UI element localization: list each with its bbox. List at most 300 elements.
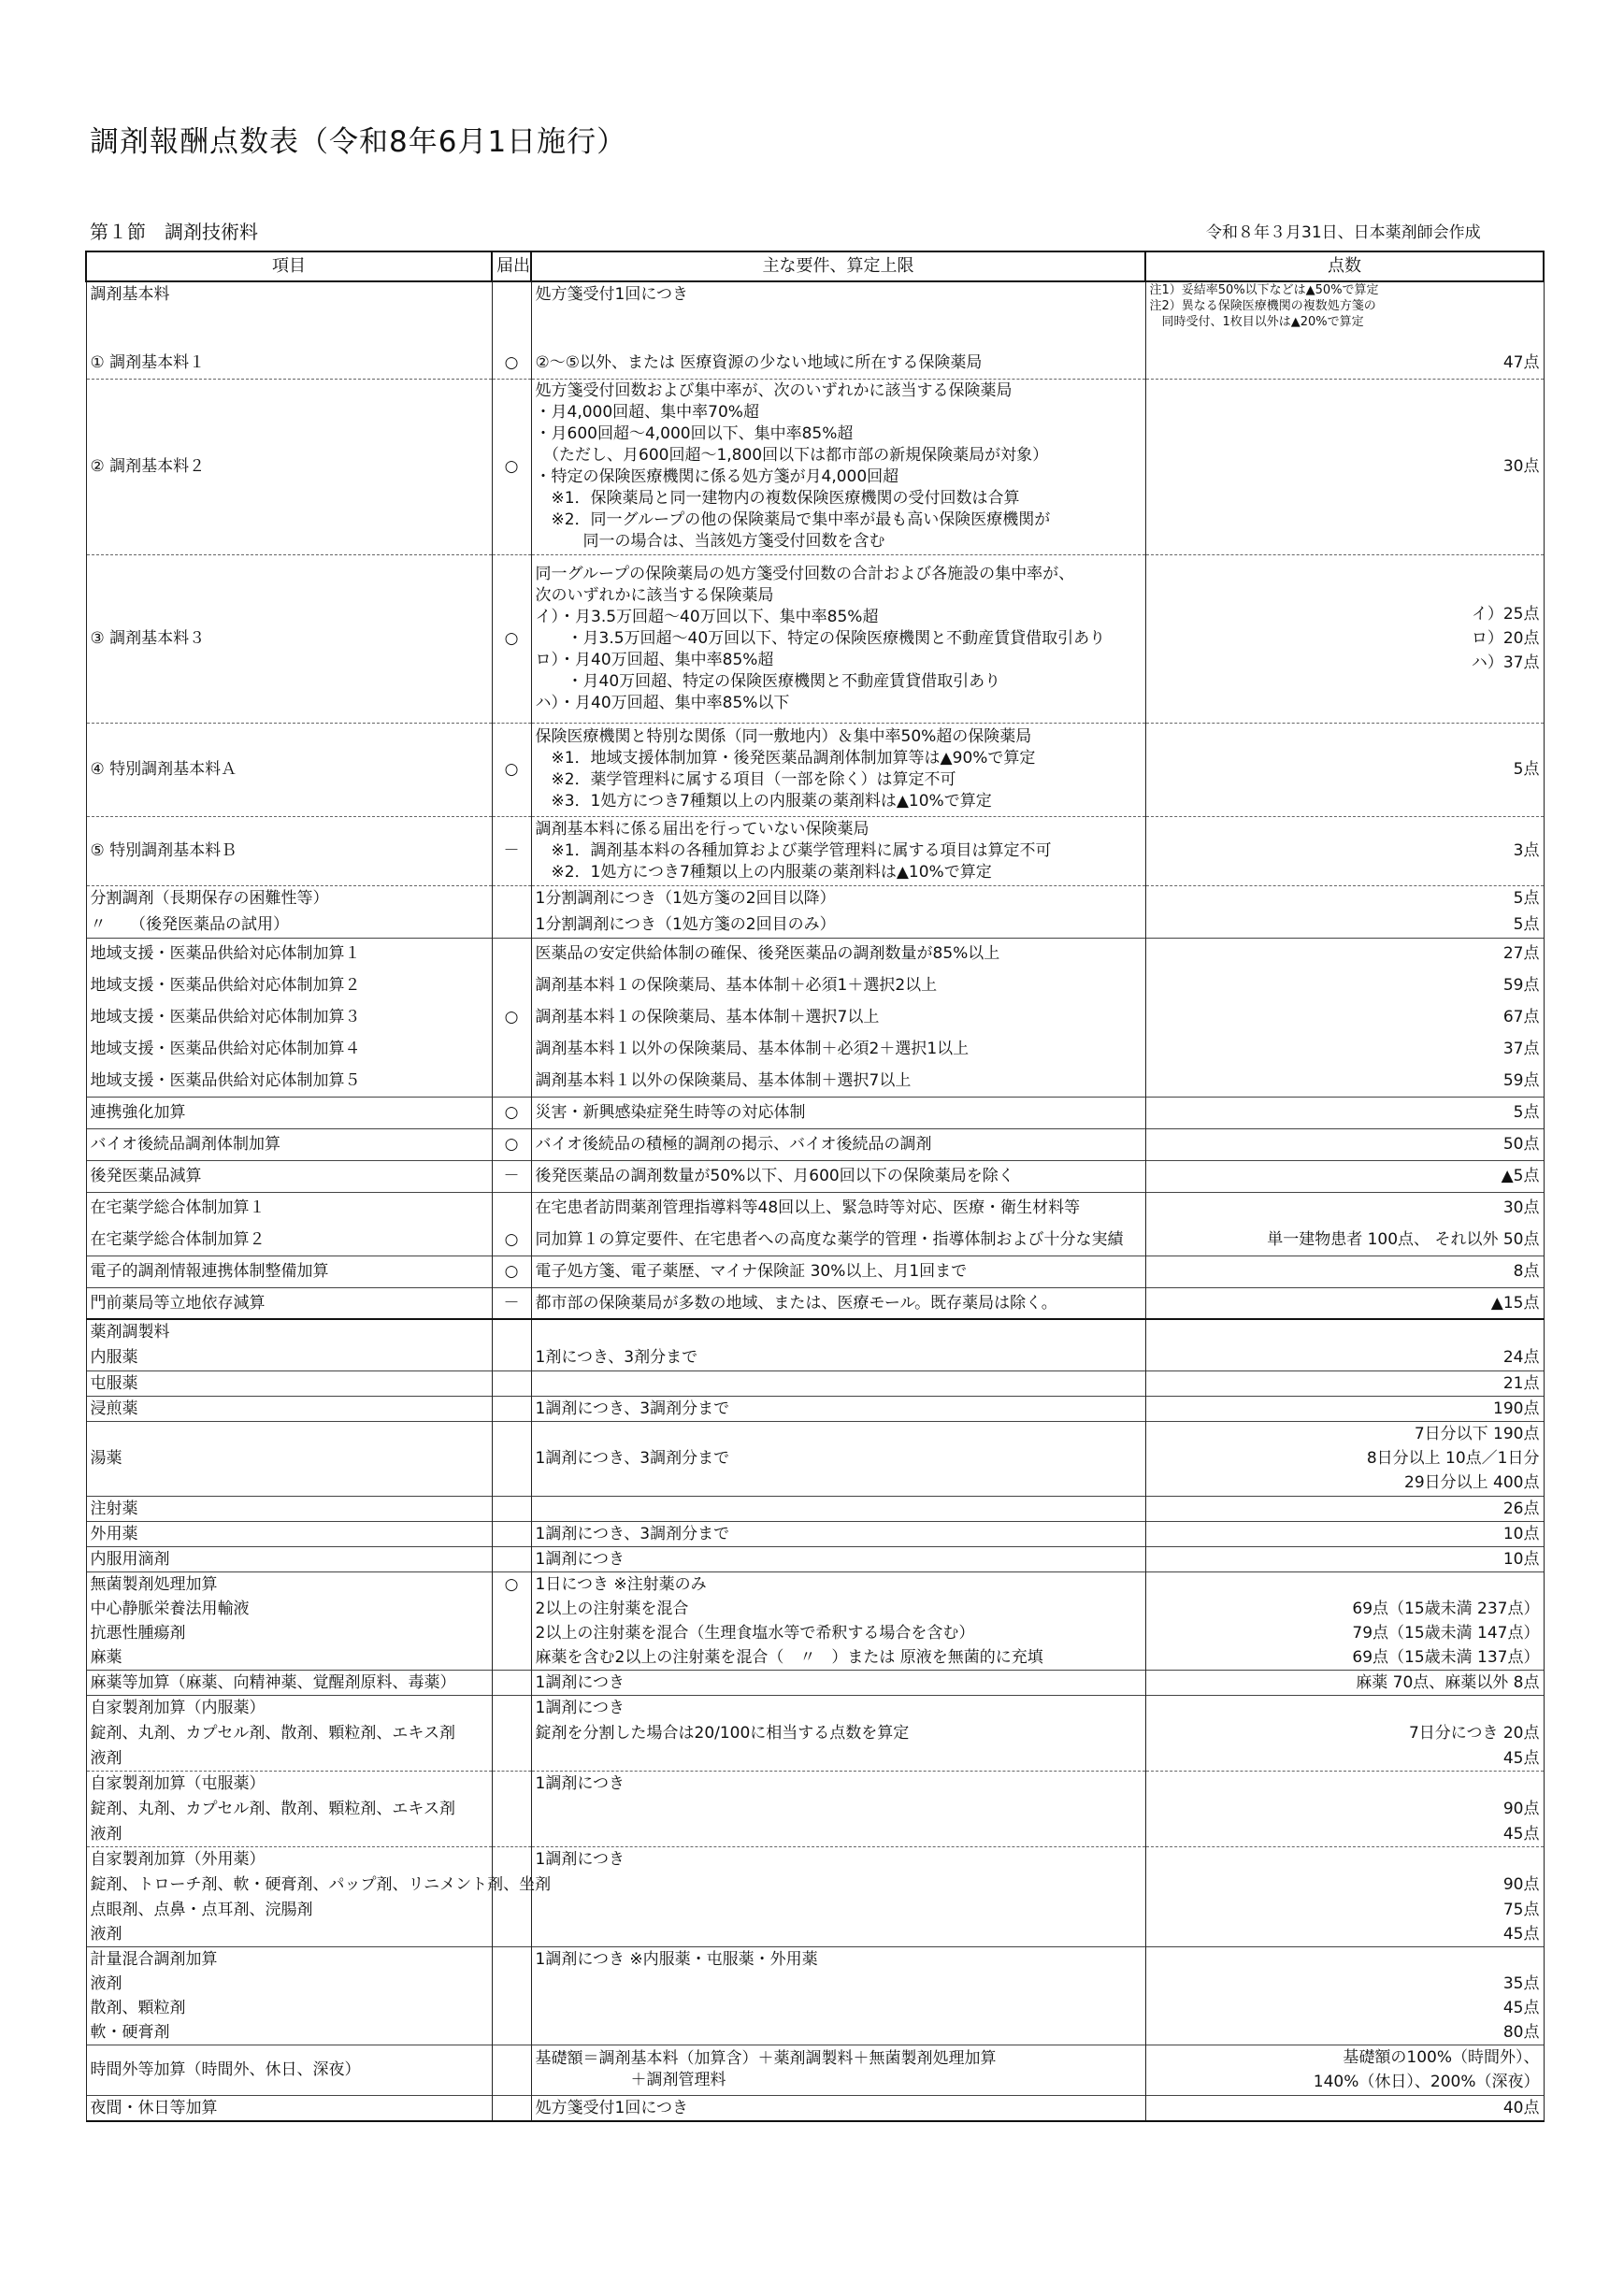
requirement-line: （ただし、月600回超～1,800回以下は都市部の新規保険薬局が対象）	[535, 446, 1049, 465]
requirement-line: 1調剤につき、3調剤分まで	[535, 1449, 730, 1468]
table-row	[86, 1065, 1544, 1097]
table-row	[86, 379, 1544, 554]
row-points	[1145, 1645, 1544, 1671]
row-points	[1145, 1996, 1544, 2020]
points-line: 24点	[1502, 1347, 1540, 1367]
row-requirements	[531, 885, 1145, 911]
row-requirements	[531, 1224, 1145, 1256]
points-line: 67点	[1502, 1008, 1540, 1026]
points-line: 5点	[1513, 1103, 1540, 1122]
table-row	[86, 1256, 1544, 1287]
table-row	[86, 1319, 1544, 1344]
requirement-line: 次のいずれかに該当する保険薬局	[535, 585, 774, 605]
header-requirements: 主な要件、算定上限	[531, 251, 1145, 281]
table-row	[86, 1097, 1544, 1128]
row-points	[1145, 969, 1544, 1001]
row-requirements	[531, 1922, 1145, 1947]
points-line: 27点	[1502, 944, 1540, 964]
table-row	[86, 1796, 1544, 1822]
requirement-line: ※1．保険薬局と同一建物内の複数保険医療機関の受付回数は合算	[535, 489, 1020, 508]
row-notification-mark	[492, 1695, 531, 1720]
row-item: 内服薬	[86, 1344, 492, 1370]
row-points	[1145, 2020, 1544, 2045]
row-item: 液剤	[86, 1746, 492, 1772]
row-requirements	[531, 723, 1145, 816]
row-item: 注射薬	[86, 1496, 492, 1521]
requirement-line: イ）・月3.5万回超～40万回以下、集中率85%超	[535, 607, 879, 626]
points-line: 3点	[1513, 841, 1540, 860]
row-item: 錠剤、トローチ剤、軟・硬膏剤、パップ剤、リニメント剤、坐剤	[86, 1872, 492, 1898]
requirement-line: 2以上の注射薬を混合（生理食塩水等で希釈する場合を含む）	[535, 1623, 975, 1643]
row-notification-mark: ○	[492, 723, 531, 816]
table-row	[86, 281, 1544, 347]
row-item: 軟・硬膏剤	[86, 2020, 492, 2045]
row-requirements	[531, 1370, 1145, 1396]
table-row	[86, 816, 1544, 885]
table-row	[86, 1396, 1544, 1421]
table-row	[86, 1192, 1544, 1224]
row-notification-mark	[492, 1922, 531, 1947]
requirement-line: 1分割調剤につき（1処方箋の2回目のみ）	[535, 914, 836, 934]
row-requirements	[531, 1771, 1145, 1796]
row-points	[1145, 1370, 1544, 1396]
table-row	[86, 1128, 1544, 1160]
section-title: 第１節 調剤技術料	[90, 221, 258, 243]
row-requirements	[531, 1597, 1145, 1621]
row-points	[1145, 1670, 1544, 1695]
row-notification-mark	[492, 1546, 531, 1571]
row-item: 地域支援・医薬品供給対応体制加算４	[86, 1033, 492, 1065]
table-row	[86, 1771, 1544, 1796]
requirement-line: 都市部の保険薬局が多数の地域、または、医療モール。既存薬局は除く。	[535, 1293, 1057, 1313]
row-notification-mark	[492, 1496, 531, 1521]
page-title: 調剤報酬点数表（令和8年6月1日施行）	[90, 125, 627, 159]
points-line: 21点	[1502, 1373, 1540, 1393]
points-note-line: 注2）異なる保険医療機関の複数処方箋の	[1149, 299, 1376, 313]
requirement-line: 医薬品の安定供給体制の確保、後発医薬品の調剤数量が85%以上	[535, 944, 1000, 964]
points-line: 7日分以下 190点	[1414, 1425, 1540, 1443]
points-line: ハ）37点	[1471, 653, 1540, 672]
row-item: 中心静脈栄養法用輸液	[86, 1597, 492, 1621]
row-item: 自家製剤加算（屯服薬）	[86, 1771, 492, 1796]
row-notification-mark: ○	[492, 554, 531, 723]
requirement-line: 1調剤につき、3調剤分まで	[535, 1399, 730, 1418]
row-points	[1145, 1796, 1544, 1822]
row-requirements	[531, 1344, 1145, 1370]
row-points	[1145, 1922, 1544, 1947]
row-item: 内服用滴剤	[86, 1546, 492, 1571]
requirement-line: 基礎額＝調剤基本料（加算含）＋薬剤調製料＋無菌製剤処理加算	[535, 2049, 997, 2068]
requirement-line: ※3．1処方につき7種類以上の内服薬の薬剤料は▲10%で算定	[535, 792, 992, 811]
row-points	[1145, 1972, 1544, 1996]
points-line: 79点（15歳未満 147点）	[1352, 1623, 1540, 1643]
requirement-line: 錠剤を分割した場合は20/100に相当する点数を算定	[535, 1723, 910, 1743]
requirement-line: 1剤につき、3剤分まで	[535, 1347, 698, 1367]
row-requirements	[531, 1846, 1145, 1872]
row-item: 屯服薬	[86, 1370, 492, 1396]
row-points	[1145, 1001, 1544, 1033]
row-points	[1145, 1128, 1544, 1160]
points-line: 8日分以上 10点／1日分	[1366, 1449, 1540, 1468]
row-requirements	[531, 379, 1145, 554]
row-requirements	[531, 1128, 1145, 1160]
table-row	[86, 1846, 1544, 1872]
table-row	[86, 885, 1544, 911]
row-requirements	[531, 347, 1145, 379]
row-notification-mark	[492, 1670, 531, 1695]
row-item: 麻薬等加算（麻薬、向精神薬、覚醒剤原料、毒薬）	[86, 1670, 492, 1695]
row-notification-mark: －	[492, 1160, 531, 1192]
requirement-line: 1分割調剤につき（1処方箋の2回目以降）	[535, 889, 836, 909]
requirement-line: 処方箋受付1回につき	[535, 2098, 688, 2117]
points-line: 50点	[1502, 1135, 1540, 1154]
table-row	[86, 1370, 1544, 1396]
row-notification-mark	[492, 2095, 531, 2121]
row-item: 〃 （後発医薬品の試用）	[86, 911, 492, 938]
points-line: 45点	[1502, 1924, 1540, 1944]
row-item: 外用薬	[86, 1521, 492, 1546]
table-row	[86, 938, 1544, 969]
row-requirements	[531, 1571, 1145, 1597]
row-item: 地域支援・医薬品供給対応体制加算５	[86, 1065, 492, 1097]
row-notification-mark	[492, 281, 531, 347]
points-line: 69点（15歳未満 237点）	[1352, 1599, 1540, 1618]
row-requirements	[531, 969, 1145, 1001]
row-notification-mark	[492, 1421, 531, 1496]
requirement-line: 後発医薬品の調剤数量が50%以下、月600回以下の保険薬局を除く	[535, 1167, 1014, 1185]
row-requirements	[531, 1001, 1145, 1033]
requirement-line: ・月600回超～4,000回以下、集中率85%超	[535, 424, 854, 443]
requirement-line: ロ）・月40万回超、集中率85%超	[535, 650, 774, 669]
requirement-line: ＋調剤管理料	[535, 2071, 726, 2089]
row-item: ⑤ 特別調剤基本料Ｂ	[86, 816, 492, 885]
header-item: 項目	[86, 251, 492, 281]
row-notification-mark	[492, 1065, 531, 1097]
row-item: 電子的調剤情報連携体制整備加算	[86, 1256, 492, 1287]
row-points	[1145, 347, 1544, 379]
points-line: 30点	[1502, 1198, 1540, 1218]
requirement-line: 同加算１の算定要件、在宅患者への高度な薬学的管理・指導体制および十分な実績	[535, 1229, 1124, 1249]
row-item: 調剤基本料	[86, 281, 492, 347]
table-row	[86, 1822, 1544, 1847]
row-requirements	[531, 554, 1145, 723]
table-row	[86, 1695, 1544, 1720]
row-item: 地域支援・医薬品供給対応体制加算３	[86, 1001, 492, 1033]
table-row	[86, 1898, 1544, 1922]
row-requirements	[531, 1396, 1145, 1421]
table-row	[86, 2020, 1544, 2045]
row-item: 地域支援・医薬品供給対応体制加算１	[86, 938, 492, 969]
row-requirements	[531, 1972, 1145, 1996]
row-notification-mark	[492, 1370, 531, 1396]
requirement-line: 1調剤につき ※内服薬・屯服薬・外用薬	[535, 1949, 818, 1969]
points-line: 5点	[1513, 889, 1540, 909]
row-item: 無菌製剤処理加算	[86, 1571, 492, 1597]
points-line: 45点	[1502, 1998, 1540, 2017]
row-item: 点眼剤、点鼻・点耳剤、浣腸剤	[86, 1898, 492, 1922]
points-note-line: 同時受付、1枚目以外は▲20%で算定	[1149, 315, 1364, 329]
row-requirements	[531, 1670, 1145, 1695]
row-points	[1145, 1097, 1544, 1128]
row-requirements	[531, 2020, 1145, 2045]
row-requirements	[531, 1160, 1145, 1192]
row-item: ① 調剤基本料１	[86, 347, 492, 379]
points-line: ▲15点	[1490, 1293, 1540, 1313]
table-row	[86, 2045, 1544, 2095]
row-points	[1145, 1822, 1544, 1847]
requirement-line: 1日につき ※注射薬のみ	[535, 1574, 707, 1594]
points-note-line: 注1）妥結率50%以下などは▲50%で算定	[1149, 283, 1379, 297]
row-item: 散剤、顆粒剤	[86, 1996, 492, 2020]
table-row	[86, 1996, 1544, 2020]
row-notification-mark	[492, 1846, 531, 1872]
table-row	[86, 1546, 1544, 1571]
points-line: イ）25点	[1471, 605, 1540, 624]
row-requirements	[531, 1192, 1145, 1224]
row-notification-mark: ○	[492, 1001, 531, 1033]
requirement-line: ※2．同一グループの他の保険薬局で集中率が最も高い保険医療機関が	[535, 510, 1051, 529]
row-notification-mark	[492, 911, 531, 938]
row-notification-mark	[492, 2045, 531, 2095]
row-requirements	[531, 2095, 1145, 2121]
row-notification-mark	[492, 1996, 531, 2020]
table-row	[86, 1597, 1544, 1621]
requirement-line: 1調剤につき、3調剤分まで	[535, 1524, 730, 1543]
row-notification-mark	[492, 1946, 531, 1972]
requirement-line: ・特定の保険医療機関に係る処方箋が月4,000回超	[535, 467, 899, 486]
row-requirements	[531, 938, 1145, 969]
row-item: 門前薬局等立地依存減算	[86, 1287, 492, 1319]
requirement-line: 災害・新興感染症発生時等の対応体制	[535, 1103, 806, 1122]
row-points	[1145, 911, 1544, 938]
requirement-line: 1調剤につき	[535, 1698, 625, 1717]
requirement-line: バイオ後続品の積極的調剤の掲示、バイオ後続品の調剤	[535, 1135, 932, 1154]
row-item: 連携強化加算	[86, 1097, 492, 1128]
row-item: 湯薬	[86, 1421, 492, 1496]
row-notification-mark	[492, 1771, 531, 1796]
row-notification-mark	[492, 1396, 531, 1421]
row-item: 麻薬	[86, 1645, 492, 1671]
row-item: 夜間・休日等加算	[86, 2095, 492, 2121]
row-points	[1145, 1546, 1544, 1571]
requirement-line: 1調剤につき	[535, 1773, 625, 1793]
row-notification-mark: －	[492, 816, 531, 885]
points-line: 基礎額の100%（時間外）、	[1343, 2048, 1540, 2067]
table-row	[86, 1344, 1544, 1370]
row-item: バイオ後続品調剤体制加算	[86, 1128, 492, 1160]
row-notification-mark: ○	[492, 1571, 531, 1597]
row-notification-mark	[492, 969, 531, 1001]
table-row	[86, 969, 1544, 1001]
fee-table-body	[86, 281, 1544, 2121]
table-header-row	[86, 251, 1544, 281]
row-requirements	[531, 1065, 1145, 1097]
row-points	[1145, 1287, 1544, 1319]
row-points	[1145, 1192, 1544, 1224]
row-notification-mark	[492, 1621, 531, 1645]
row-item: 自家製剤加算（内服薬）	[86, 1695, 492, 1720]
row-points	[1145, 2045, 1544, 2095]
row-points	[1145, 379, 1544, 554]
row-item: ③ 調剤基本料３	[86, 554, 492, 723]
row-requirements	[531, 281, 1145, 347]
row-points	[1145, 1695, 1544, 1720]
table-row	[86, 1720, 1544, 1746]
requirement-line: ※2．薬学管理料に属する項目（一部を除く）は算定不可	[535, 770, 956, 789]
row-requirements	[531, 1033, 1145, 1065]
points-line: 80点	[1502, 2022, 1540, 2042]
row-notification-mark	[492, 1597, 531, 1621]
points-line: 45点	[1502, 1748, 1540, 1768]
requirement-line: ・月4,000回超、集中率70%超	[535, 403, 759, 422]
points-line: 45点	[1502, 1824, 1540, 1844]
row-item: 後発医薬品減算	[86, 1160, 492, 1192]
points-line: 59点	[1502, 1070, 1540, 1090]
points-line: 26点	[1502, 1499, 1540, 1518]
points-line: 47点	[1502, 352, 1540, 372]
requirement-line: 同一グループの保険薬局の処方箋受付回数の合計および各施設の集中率が、	[535, 564, 1075, 583]
row-item: 在宅薬学総合体制加算２	[86, 1224, 492, 1256]
row-notification-mark	[492, 1192, 531, 1224]
row-requirements	[531, 1521, 1145, 1546]
row-notification-mark: ○	[492, 1128, 531, 1160]
points-line: 37点	[1502, 1040, 1540, 1058]
requirement-line: ※1．調剤基本料の各種加算および薬学管理料に属する項目は算定不可	[535, 840, 1052, 860]
requirement-line: ・月3.5万回超～40万回以下、特定の保険医療機関と不動産賃貸借取引あり	[535, 628, 1106, 648]
table-row	[86, 1645, 1544, 1671]
row-item: 浸煎薬	[86, 1396, 492, 1421]
points-line: 90点	[1502, 1874, 1540, 1894]
table-row	[86, 1922, 1544, 1947]
requirement-line: 調剤基本料１以外の保険薬局、基本体制＋必須2＋選択1以上	[535, 1040, 970, 1058]
row-requirements	[531, 1496, 1145, 1521]
requirement-line: 在宅患者訪問薬剤管理指導料等48回以上、緊急時等対応、医療・衛生材料等	[535, 1198, 1081, 1218]
table-row	[86, 1670, 1544, 1695]
row-points	[1145, 1160, 1544, 1192]
header-notification: 届出	[492, 251, 531, 281]
row-notification-mark: ○	[492, 379, 531, 554]
table-row	[86, 1946, 1544, 1972]
requirement-line: 2以上の注射薬を混合	[535, 1599, 689, 1618]
points-line: 10点	[1502, 1549, 1540, 1569]
points-line: 10点	[1502, 1524, 1540, 1543]
requirement-line: 処方箋受付1回につき	[535, 285, 688, 304]
requirement-line: ※2．1処方につき7種類以上の内服薬の薬剤料は▲10%で算定	[535, 862, 992, 882]
row-notification-mark: ○	[492, 347, 531, 379]
row-item: 薬剤調製料	[86, 1319, 492, 1344]
row-points	[1145, 554, 1544, 723]
fee-table	[85, 251, 1545, 2122]
row-notification-mark: ○	[492, 1256, 531, 1287]
row-item: ② 調剤基本料２	[86, 379, 492, 554]
table-row	[86, 2095, 1544, 2121]
row-notification-mark	[492, 1645, 531, 1671]
table-row	[86, 1001, 1544, 1033]
requirement-line: 同一の場合は、当該処方箋受付回数を含む	[535, 532, 885, 551]
row-points	[1145, 1421, 1544, 1496]
table-row	[86, 1571, 1544, 1597]
row-item: 計量混合調剤加算	[86, 1946, 492, 1972]
header-points: 点数	[1145, 251, 1544, 281]
row-points	[1145, 1344, 1544, 1370]
row-points	[1145, 1898, 1544, 1922]
table-row	[86, 1033, 1544, 1065]
row-item: 抗悪性腫瘍剤	[86, 1621, 492, 1645]
row-notification-mark	[492, 938, 531, 969]
row-points	[1145, 885, 1544, 911]
row-requirements	[531, 1546, 1145, 1571]
row-notification-mark	[492, 1746, 531, 1772]
row-requirements	[531, 1287, 1145, 1319]
table-row	[86, 1160, 1544, 1192]
requirement-line: 調剤基本料１の保険薬局、基本体制＋選択7以上	[535, 1008, 880, 1026]
row-item: 時間外等加算（時間外、休日、深夜）	[86, 2045, 492, 2095]
row-requirements	[531, 1720, 1145, 1746]
row-item: 錠剤、丸剤、カプセル剤、散剤、顆粒剤、エキス剤	[86, 1796, 492, 1822]
row-item: ④ 特別調剤基本料Ａ	[86, 723, 492, 816]
points-line: 75点	[1502, 1900, 1540, 1919]
row-notification-mark	[492, 1319, 531, 1344]
row-points	[1145, 1720, 1544, 1746]
row-requirements	[531, 816, 1145, 885]
points-line: 7日分につき 20点	[1408, 1723, 1540, 1743]
points-line: 30点	[1502, 457, 1540, 476]
table-row	[86, 1521, 1544, 1546]
points-line: 90点	[1502, 1799, 1540, 1818]
requirement-line: 1調剤につき	[535, 1549, 625, 1569]
row-requirements	[531, 1695, 1145, 1720]
requirement-line: ・月40万回超、特定の保険医療機関と不動産賃貸借取引あり	[535, 671, 1001, 691]
table-row	[86, 1972, 1544, 1996]
table-row	[86, 1872, 1544, 1898]
row-requirements	[531, 2045, 1145, 2095]
row-points	[1145, 1872, 1544, 1898]
row-points	[1145, 1396, 1544, 1421]
requirement-line: ②～⑤以外、または 医療資源の少ない地域に所在する保険薬局	[535, 352, 983, 372]
requirement-line: ハ）・月40万回超、集中率85%以下	[535, 693, 790, 712]
row-points	[1145, 1256, 1544, 1287]
points-line: 麻薬 70点、麻薬以外 8点	[1356, 1672, 1540, 1692]
row-points	[1145, 1746, 1544, 1772]
row-requirements	[531, 1097, 1145, 1128]
table-row	[86, 1746, 1544, 1772]
table-row	[86, 911, 1544, 938]
requirement-line: 保険医療機関と特別な関係（同一敷地内）＆集中率50%超の保険薬局	[535, 727, 1032, 746]
row-requirements	[531, 1421, 1145, 1496]
points-line: 69点（15歳未満 137点）	[1352, 1647, 1540, 1667]
row-notification-mark	[492, 1822, 531, 1847]
row-notification-mark	[492, 1720, 531, 1746]
row-notification-mark: ○	[492, 1097, 531, 1128]
requirement-line: 電子処方箋、電子薬歴、マイナ保険証 30%以上、月1回まで	[535, 1262, 968, 1281]
row-notification-mark: ○	[492, 1224, 531, 1256]
row-points	[1145, 938, 1544, 969]
row-item: 液剤	[86, 1922, 492, 1947]
points-line: ロ）20点	[1471, 629, 1540, 648]
points-line: 40点	[1502, 2098, 1540, 2117]
row-notification-mark	[492, 1344, 531, 1370]
table-row	[86, 1421, 1544, 1496]
row-notification-mark	[492, 2020, 531, 2045]
row-points	[1145, 1597, 1544, 1621]
table-row	[86, 1496, 1544, 1521]
row-points	[1145, 1571, 1544, 1597]
points-line: 190点	[1493, 1399, 1540, 1418]
row-points	[1145, 1771, 1544, 1796]
requirement-line: ※1．地域支援体制加算・後発医薬品調剤体制加算等は▲90%で算定	[535, 749, 1036, 768]
row-item: 自家製剤加算（外用薬）	[86, 1846, 492, 1872]
row-points	[1145, 2095, 1544, 2121]
